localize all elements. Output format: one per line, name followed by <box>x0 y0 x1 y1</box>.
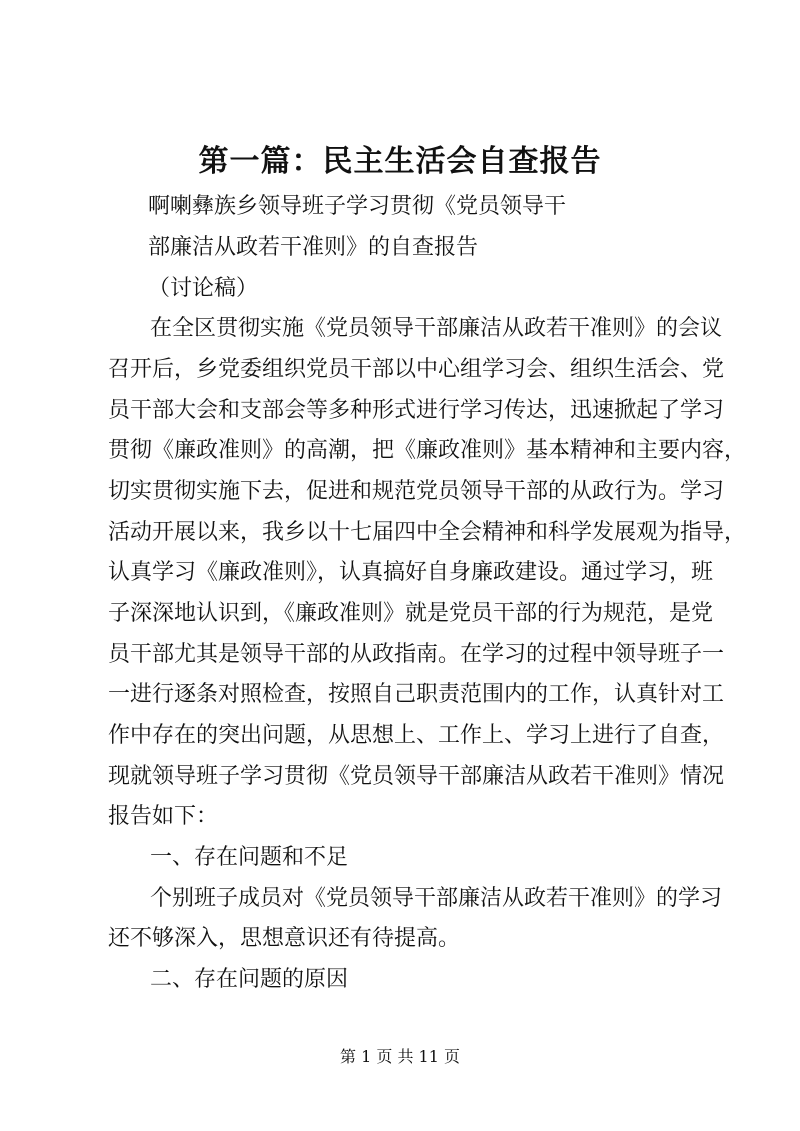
body-line-9: 员干部尤其是领导干部的从政指南。在学习的过程中领导班子一 <box>108 642 725 667</box>
section1-line-2: 还不够深入，思想意识还有待提高。 <box>108 926 461 951</box>
section1-line-1: 个别班子成员对《党员领导干部廉洁从政若干准则》的学习 <box>150 886 723 911</box>
section-heading-2: 二、存在问题的原因 <box>150 967 349 992</box>
body-line-1: 在全区贯彻实施《党员领导干部廉洁从政若干准则》的会议 <box>150 316 723 341</box>
document-title: 第一篇：民主生活会自查报告 <box>198 144 602 179</box>
section-heading-1: 一、存在问题和不足 <box>150 845 349 870</box>
subtitle-line-3: （讨论稿） <box>148 276 259 301</box>
body-line-8: 子深深地认识到，《廉政准则》就是党员干部的行为规范，是党 <box>108 601 714 626</box>
body-line-10: 一进行逐条对照检查，按照自己职责范围内的工作，认真针对工 <box>108 682 725 707</box>
body-line-4: 贯彻《廉政准则》的高潮，把《廉政准则》基本精神和主要内容， <box>108 438 747 463</box>
body-line-7: 认真学习《廉政准则》，认真搞好自身廉政建设。通过学习，班 <box>108 560 714 585</box>
body-line-5: 切实贯彻实施下去，促进和规范党员领导干部的从政行为。学习 <box>108 479 725 504</box>
page-footer: 第 1 页 共 11 页 <box>340 1047 460 1066</box>
body-line-3: 员干部大会和支部会等多种形式进行学习传达，迅速掀起了学习 <box>108 398 725 423</box>
body-line-11: 作中存在的突出问题，从思想上、工作上、学习上进行了自查， <box>108 723 725 748</box>
subtitle-line-2: 部廉洁从政若干准则》的自查报告 <box>148 235 479 260</box>
subtitle-line-1: 啊喇彝族乡领导班子学习贯彻《党员领导干 <box>148 194 567 219</box>
body-line-12: 现就领导班子学习贯彻《党员领导干部廉洁从政若干准则》情况 <box>108 764 725 789</box>
body-line-2: 召开后，乡党委组织党员干部以中心组学习会、组织生活会、党 <box>108 357 725 382</box>
body-line-6: 活动开展以来，我乡以十七届四中全会精神和科学发展观为指导， <box>108 520 747 545</box>
body-line-13: 报告如下： <box>108 804 219 829</box>
